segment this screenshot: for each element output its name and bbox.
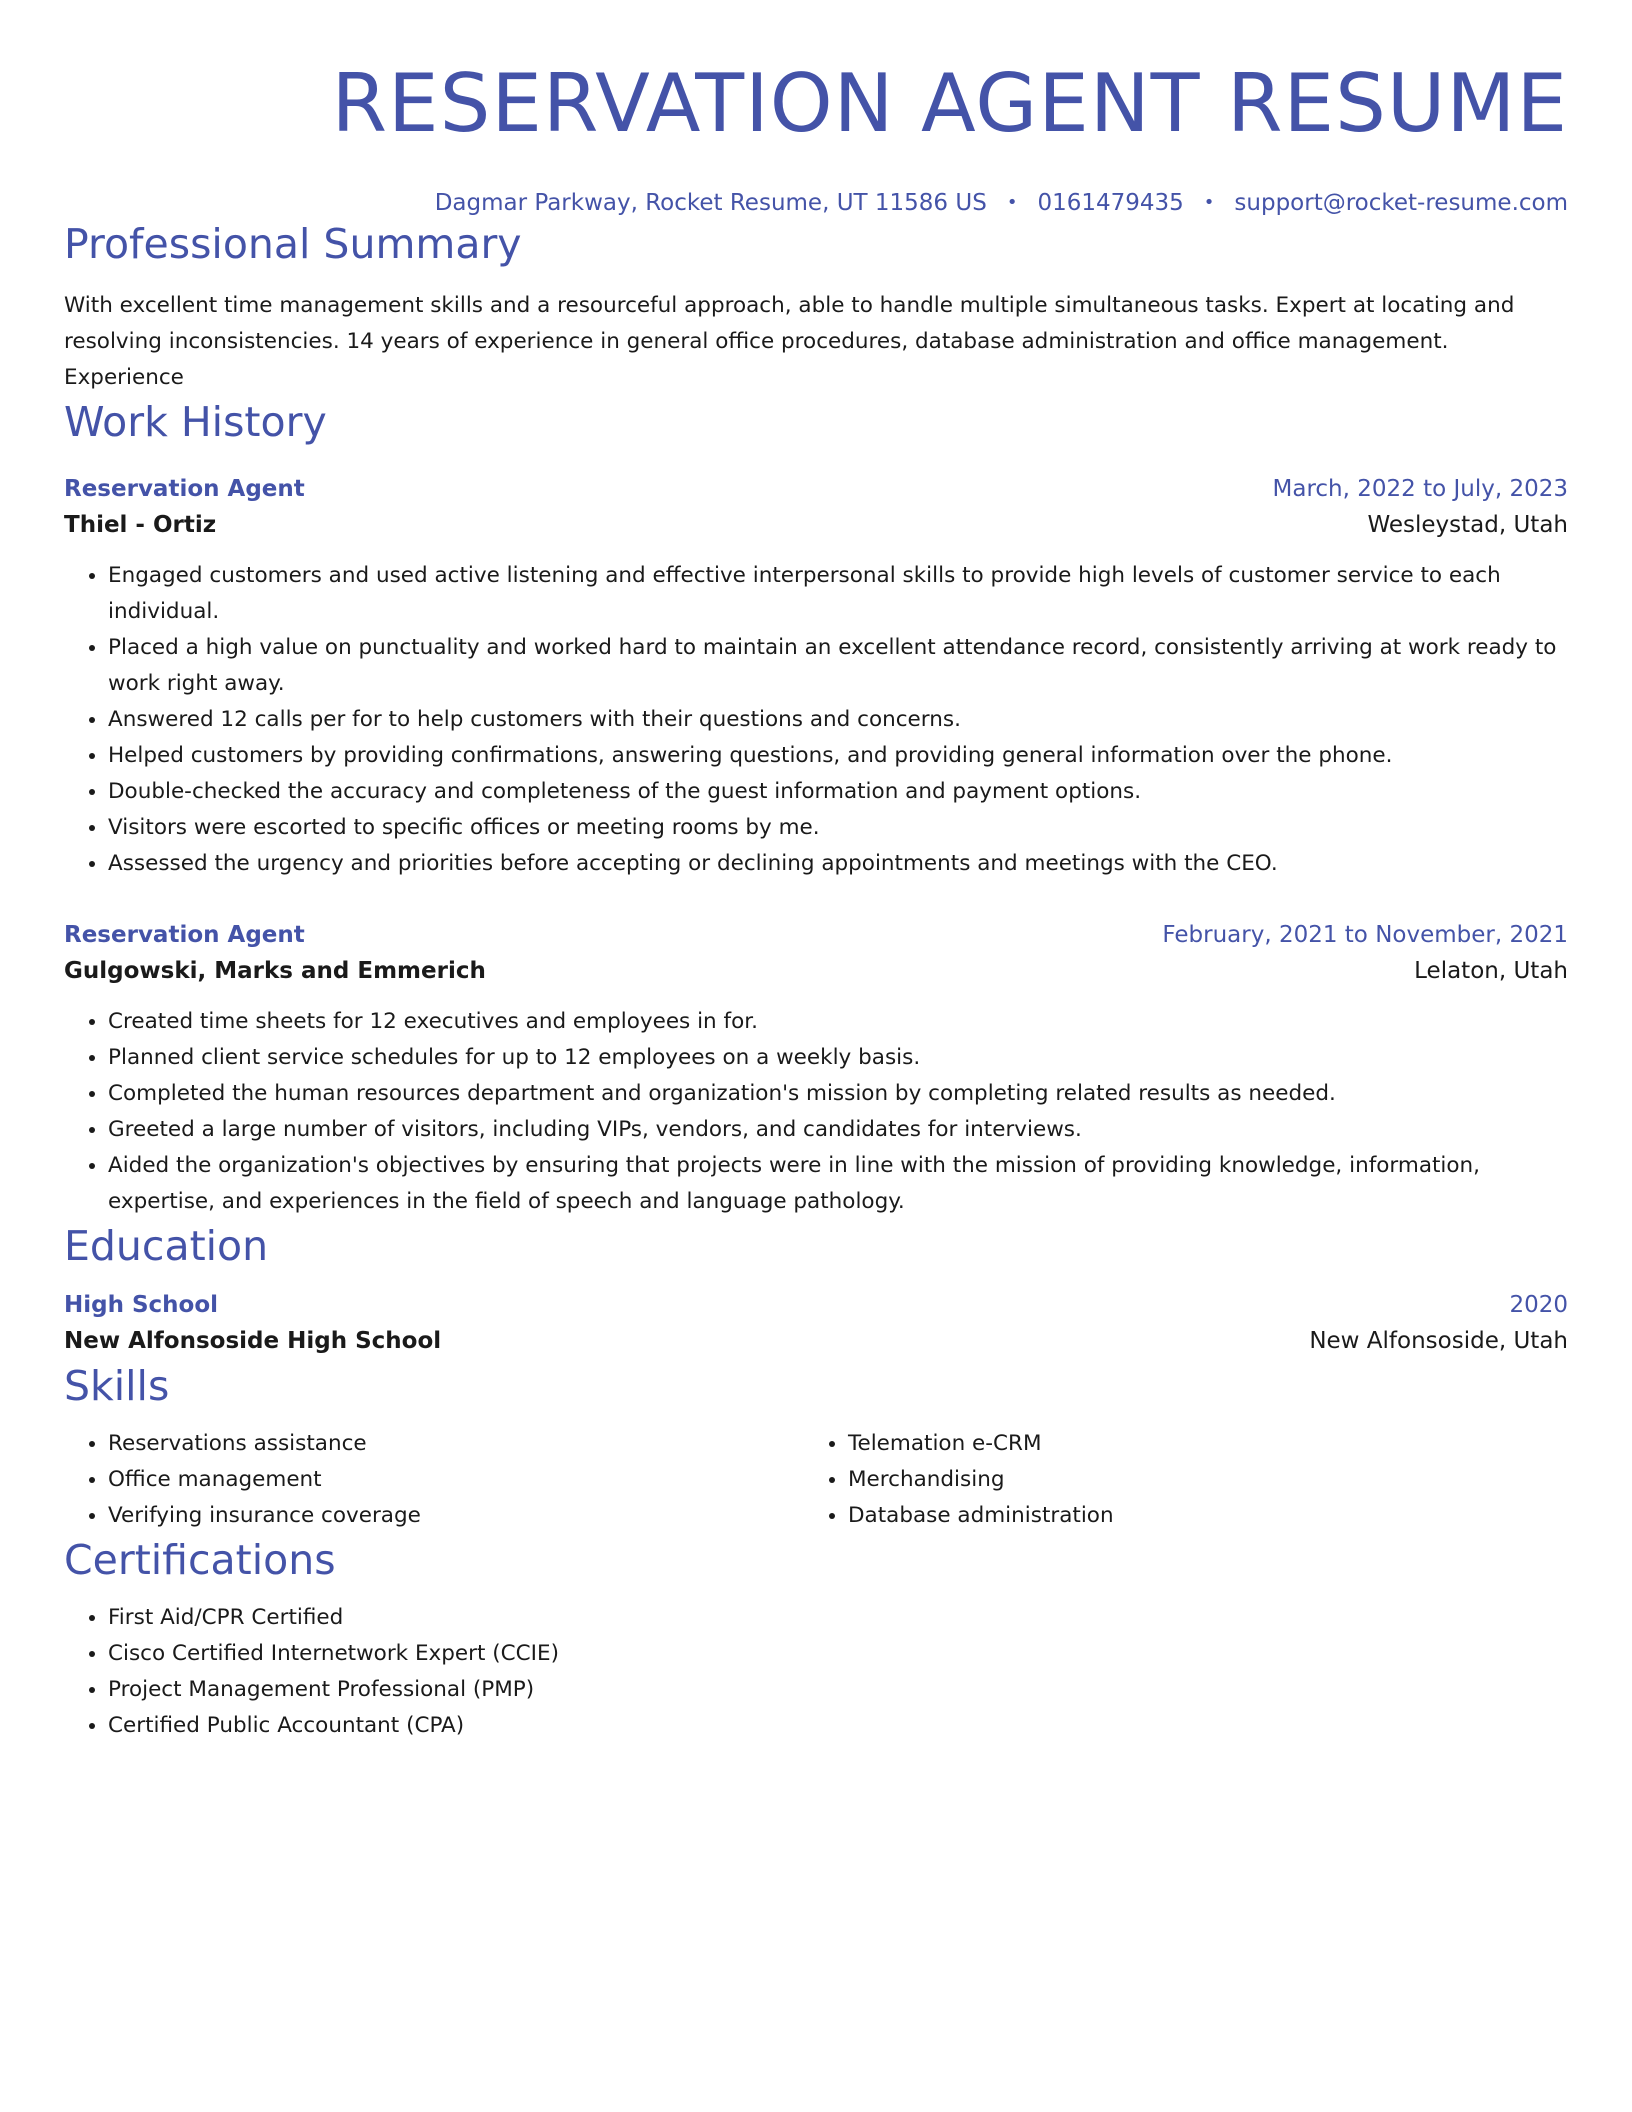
summary-section — [64, 218, 1568, 396]
list-item: • Merchandising — [848, 1462, 1544, 1498]
job-dates: February, 2021 to November, 2021 — [1162, 922, 1568, 948]
list-item: • Completed the human resources department and organization's mission by completing related results as needed. — [108, 1076, 1568, 1112]
list-item: • Helped customers by providing confirmations, answering questions, and providing general information over the phone. — [108, 738, 1568, 774]
list-item: • Aided the organization's objectives by ensuring that projects were in line with the mission of providing knowledge, information, expertise, and experiences in the field of speech and language pathology. — [108, 1148, 1568, 1220]
list-item: • Placed a high value on punctuality and worked hard to maintain an excellent attendance record, consistently arriving at work ready to work right away. — [108, 630, 1568, 702]
list-item: • Assessed the urgency and priorities before accepting or declining appointments and meetings with the CEO. — [108, 846, 1568, 882]
job-entry — [64, 918, 1568, 1220]
skills-heading: Skills — [64, 1362, 170, 1410]
employer-name: Gulgowski, Marks and Emmerich — [64, 958, 486, 984]
list-item: • Project Management Professional (PMP) — [108, 1672, 1568, 1708]
certifications-heading: Certifications — [64, 1536, 336, 1584]
separator-dot: • — [1006, 192, 1018, 213]
education-entry — [64, 1288, 1568, 1360]
list-item: • Telemation e-CRM — [848, 1426, 1544, 1462]
list-item: • Database administration — [848, 1498, 1544, 1534]
certifications-section — [64, 1534, 1568, 1744]
job-bullets — [64, 558, 1568, 882]
list-item: • Answered 12 calls per for to help customers with their questions and concerns. — [108, 702, 1568, 738]
job-entry — [64, 472, 1568, 882]
list-item: • Created time sheets for 12 executives and employees in for. — [108, 1004, 1568, 1040]
list-item: • Cisco Certified Internetwork Expert (CCIE) — [108, 1636, 1568, 1672]
list-item: • Office management — [108, 1462, 804, 1498]
employer-name: Thiel - Ortiz — [64, 512, 217, 538]
list-item: • Double-checked the accuracy and completeness of the guest information and payment options. — [108, 774, 1568, 810]
list-item: • Engaged customers and used active listening and effective interpersonal skills to provide high levels of customer service to each individual. — [108, 558, 1568, 630]
resume-header — [64, 0, 1568, 218]
list-item: • Reservations assistance — [108, 1426, 804, 1462]
skills-column-left — [64, 1426, 804, 1534]
education-section — [64, 1220, 1568, 1360]
degree: High School — [64, 1292, 219, 1318]
job-title: Reservation Agent — [64, 476, 305, 502]
summary-heading: Professional Summary — [64, 220, 522, 268]
email-link[interactable]: support@rocket-resume.com — [1234, 190, 1568, 216]
job-bullets — [64, 1004, 1568, 1220]
list-item: • Planned client service schedules for up to 12 employees on a weekly basis. — [108, 1040, 1568, 1076]
separator-dot: • — [1203, 192, 1215, 213]
contact-line — [64, 188, 1568, 218]
graduation-year: 2020 — [1509, 1292, 1568, 1318]
list-item: • First Aid/CPR Certified — [108, 1600, 1568, 1636]
list-item: • Visitors were escorted to specific offices or meeting rooms by me. — [108, 810, 1568, 846]
education-heading: Education — [64, 1222, 269, 1270]
list-item: • Greeted a large number of visitors, including VIPs, vendors, and candidates for interviews. — [108, 1112, 1568, 1148]
work-history-heading: Work History — [64, 398, 327, 446]
skills-section — [64, 1360, 1568, 1534]
job-title: Reservation Agent — [64, 922, 305, 948]
job-dates: March, 2022 to July, 2023 — [1272, 476, 1568, 502]
skills-columns — [64, 1426, 1568, 1534]
resume-title: RESERVATION AGENT RESUME — [331, 57, 1568, 150]
school-name: New Alfonsoside High School — [64, 1328, 442, 1354]
phone: 0161479435 — [1037, 190, 1184, 216]
address: Dagmar Parkway, Rocket Resume, UT 11586 US — [434, 190, 987, 216]
job-location: Lelaton, Utah — [1414, 958, 1568, 984]
job-location: Wesleystad, Utah — [1367, 512, 1568, 538]
list-item: • Verifying insurance coverage — [108, 1498, 804, 1534]
certifications-list — [64, 1600, 1568, 1744]
school-location: New Alfonsoside, Utah — [1309, 1328, 1568, 1354]
list-item: • Certified Public Accountant (CPA) — [108, 1708, 1568, 1744]
work-history-section — [64, 396, 1568, 1220]
summary-text: With excellent time management skills and a resourceful approach, able to handle multiple simultaneous tasks. Expert at locating and resolving inconsistencies. 14 years of experience in general office procedures, database administration and office management. Experience — [64, 293, 1515, 390]
skills-column-right — [804, 1426, 1544, 1534]
